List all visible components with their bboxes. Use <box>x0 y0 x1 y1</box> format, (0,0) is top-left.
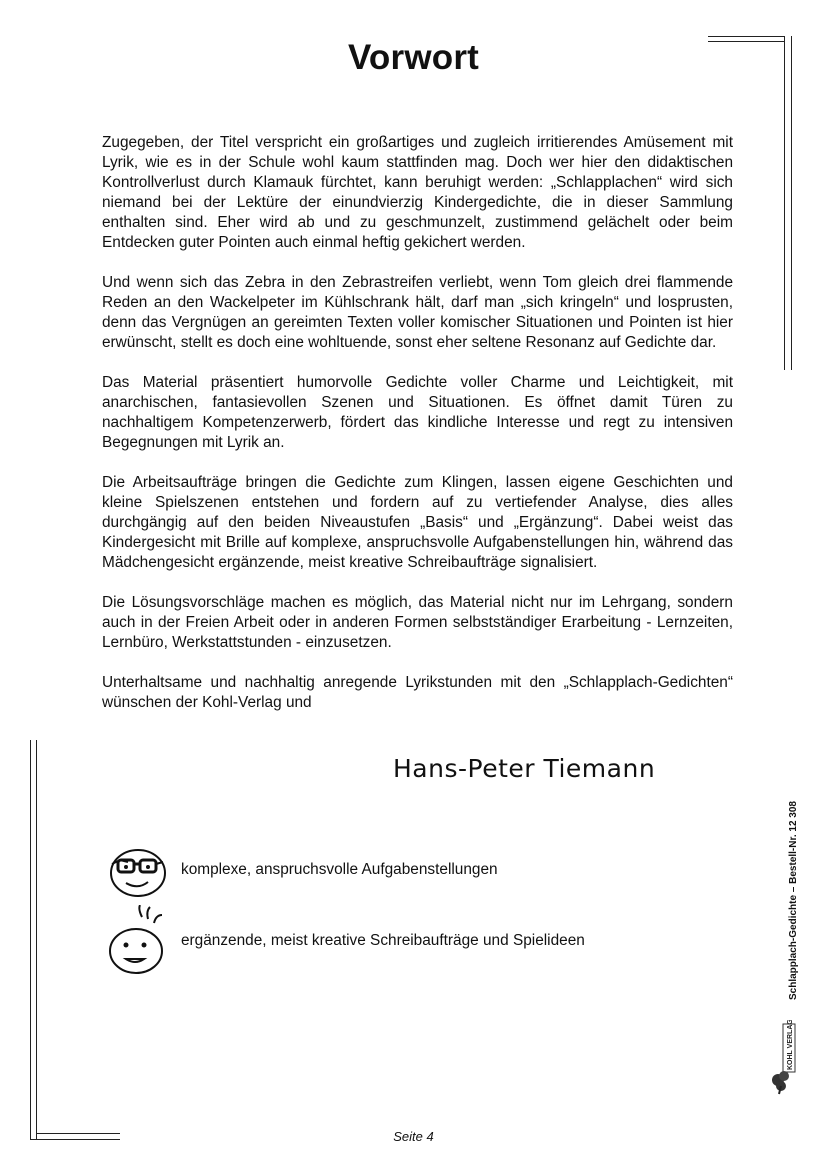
page-title: Vorwort <box>347 38 480 77</box>
frame-top-right-v <box>784 36 785 370</box>
frame-bottom-left-v <box>30 740 31 1140</box>
frame-top-right-v2 <box>791 36 792 370</box>
side-label-text: Schlapplach-Gedichte – Bestell-Nr. 12 308 <box>788 801 799 1000</box>
paragraph-2: Und wenn sich das Zebra in den Zebrastreifen verliebt, wenn Tom gleich drei flammende Reden an den Wackelpeter im Kühlschrank hält, darf man „sich kringeln“ und losprusten, denn das Vergnügen an gereimten Texten voller komischer Situationen und Pointen ist hier erwünscht, stellt es doch eine wohltuende, sonst eher seltene Resonanz auf Gedichte dar. <box>102 274 733 351</box>
paragraph-1: Zugegeben, der Titel verspricht ein großartiges und zugleich irritierendes Amüsement mit Lyrik, wie es in der Schule wohl kaum stattfinden mag. Doch wer hier den didaktischen Kontrollverlust durch Klamauk fürchtet, kann beruhigt werden: „Schlapplachen“ wird sich niemand bei der Lektüre der einundvierzig Kindergedichte, die in dieser Sammlung enthalten sind. Eher wird ab und zu geschmunzelt, zustimmend gelächelt oder beim Entdecken guter Pointen auch einmal heftig gekichert werden. <box>102 134 733 251</box>
frame-bottom-left-v2 <box>36 740 37 1140</box>
body-text <box>102 133 733 733</box>
paragraph-6: Unterhaltsame und nachhaltig anregende Lyrikstunden mit den „Schlapplach-Gedichten“ wünschen der Kohl-Verlag und <box>102 674 733 711</box>
paragraph-3: Das Material präsentiert humorvolle Gedichte voller Charme und Leichtigkeit, mit anarchischen, fantasievollen Szenen und Situationen. Es öffnet damit Türen zu nachhaltigem Kompetenzerwerb, fördert das kindliche Interesse und regt zu intensiven Begegnungen mit Lyrik an. <box>102 374 733 451</box>
boy-with-glasses-face-icon <box>108 840 172 900</box>
legend-text-creative: ergänzende, meist kreative Schreibaufträge und Spielideen <box>181 932 585 949</box>
girl-face-icon <box>108 905 172 977</box>
publisher-logo <box>768 1020 798 1095</box>
page-number: Seite 4 <box>393 1129 434 1144</box>
legend-text-complex: komplexe, anspruchsvolle Aufgabenstellungen <box>181 861 498 878</box>
svg-text:KOHL VERLAG: KOHL VERLAG <box>787 1020 794 1070</box>
paragraph-4: Die Arbeitsaufträge bringen die Gedichte zum Klingen, lassen eigene Geschichten und kleine Spielszenen entstehen und fordern auf zu vertiefender Analyse, dies alles durchgängig auf den beiden Niveaustufen „Basis“ und „Ergänzung“. Dabei weist das Kindergesicht mit Brille auf komplexe, anspruchsvolle Aufgabenstellungen hin, während das Mädchengesicht ergänzende, meist kreative Schreibaufträge signalisiert. <box>102 474 733 571</box>
frame-top-right-h <box>708 36 784 37</box>
legend-row-creative <box>108 905 585 977</box>
legend-row-complex <box>108 840 498 900</box>
signature: Hans-Peter Tiemann <box>393 754 656 783</box>
paragraph-5: Die Lösungsvorschläge machen es möglich, das Material nicht nur im Lehrgang, sondern auch in der Freien Arbeit oder in anderen Formen selbstständiger Erarbeitung - Lernzeiten, Lernbüro, Werkstattstunden - einzusetzen. <box>102 594 733 651</box>
